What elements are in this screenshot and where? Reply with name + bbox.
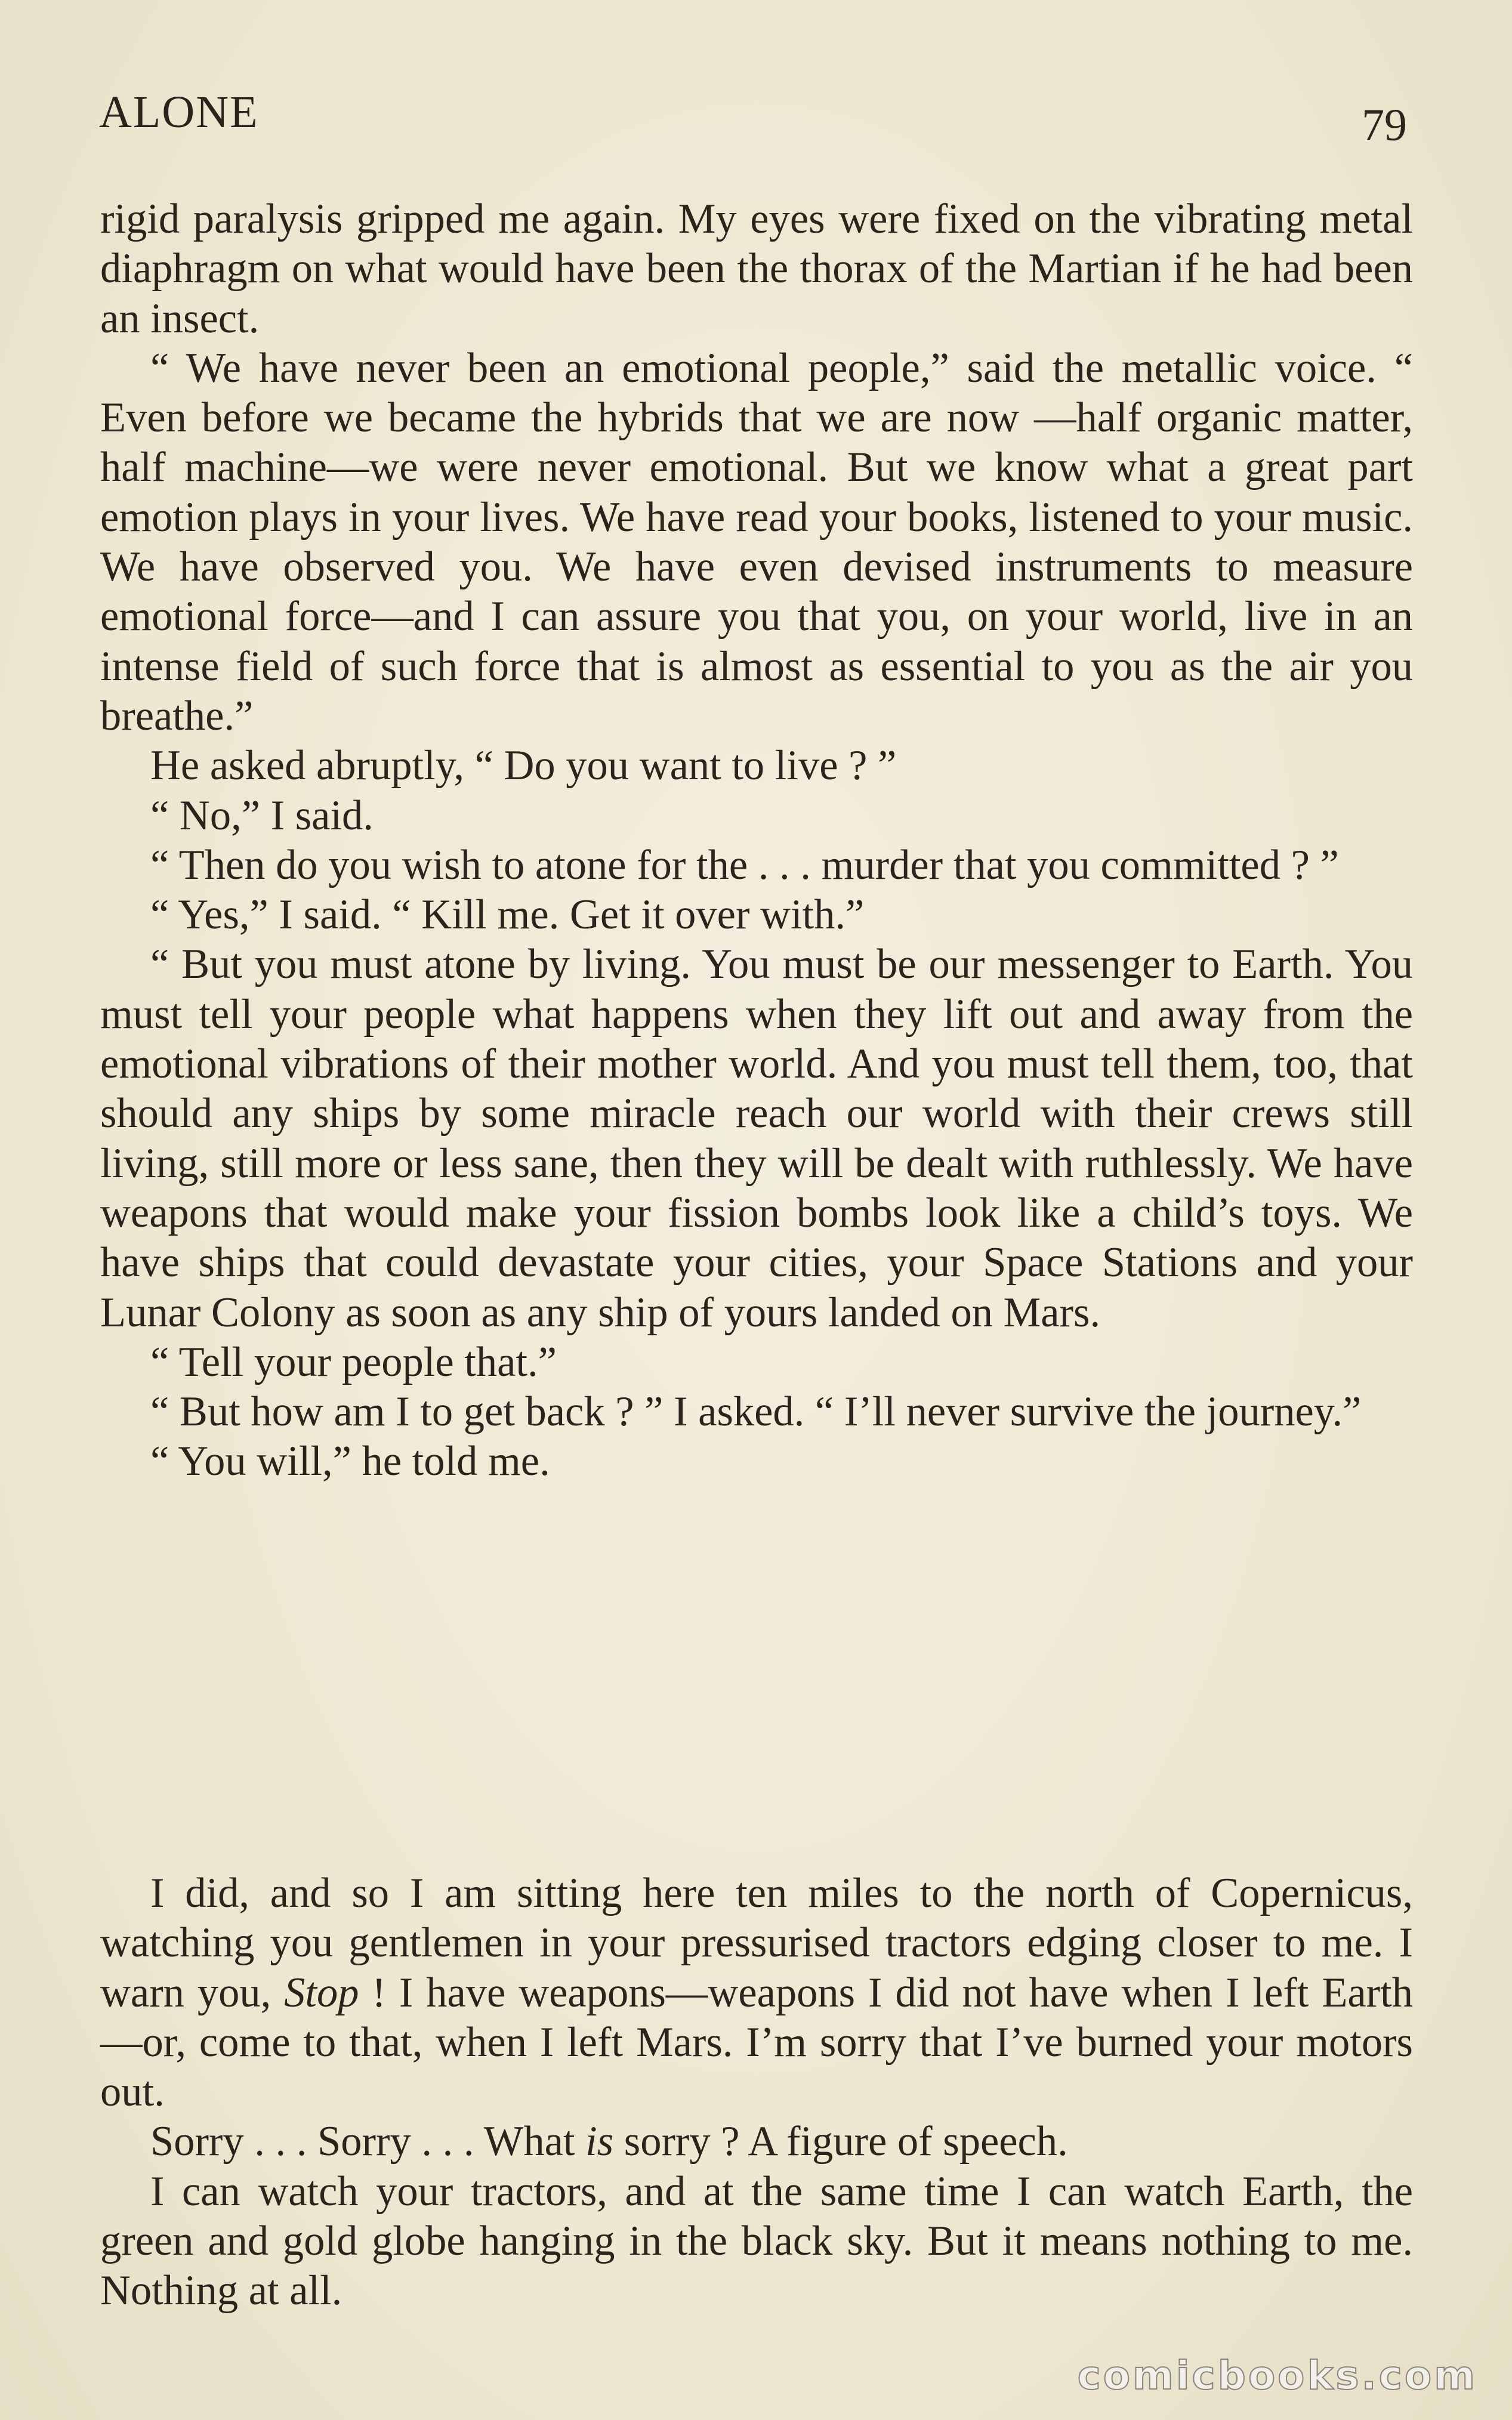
page-number: 79	[1362, 100, 1407, 150]
paragraph-text: sorry ? A figure of speech.	[613, 2118, 1068, 2165]
paragraph	[100, 1869, 1413, 2117]
paragraph: I can watch your tractors, and at the same time I can watch Earth, the green and gold globe hanging in the black sky. But it means nothing to me. Nothing at all.	[100, 2168, 1413, 2314]
paragraph: “ No,” I said.	[150, 792, 374, 839]
paragraph-text: ! I have weapons—weapons I did not have when I left Earth—or, come to that, when I left Mars. I’m sorry that I’ve burned your motors out.	[100, 1969, 1413, 2116]
paragraph-text: I did, and so I am sitting here ten miles to the north of Copernicus, watching you gentlemen in your pressurised tractors edging closer to me. I warn you,	[100, 1870, 1413, 2016]
watermark: comicbooks.com	[1077, 2353, 1477, 2399]
emphasis-text: Stop	[284, 1969, 359, 2016]
paragraph: “ You will,” he told me.	[150, 1438, 550, 1485]
text-section-1	[100, 195, 1413, 1487]
emphasis-text: is	[585, 2118, 614, 2165]
paragraph: “ We have never been an emotional people,” said the metallic voice. “ Even before we became the hybrids that we are now —half organic matter, half machine—we were never emotional. But we know what a great part emotion plays in your lives. We have read your books, listened to your music. We have observed you. We have even devised instruments to measure emotional force—and I can assure you that you, on your world, live in an intense field of such force that is almost as essential to you as the air you breathe.”	[100, 344, 1413, 739]
paragraph: “ Then do you wish to atone for the . . . murder that you committed ? ”	[150, 841, 1339, 888]
paragraph: “ Tell your people that.”	[150, 1338, 557, 1385]
text-section-2	[100, 1869, 1413, 2316]
paragraph-text: Sorry . . . Sorry . . . What	[150, 2118, 586, 2165]
paragraph: “ But you must atone by living. You must be our messenger to Earth. You must tell your people what happens when they lift out and away from the emotional vibrations of their mother world. And you must tell them, too, that should any ships by some miracle reach our world with their crews still living, still more or less sane, then they will be dealt with ruthlessly. We have weapons that would make your fission bombs look like a child’s toys. We have ships that could devastate your cities, your Space Stations and your Lunar Colony as soon as any ship of yours landed on Mars.	[100, 941, 1413, 1336]
paragraph: rigid paralysis gripped me again. My eyes were fixed on the vibrating metal diaphragm on what would have been the thorax of the Martian if he had been an insect.	[100, 196, 1413, 342]
paragraph	[100, 2117, 1413, 2166]
paragraph: “ But how am I to get back ? ” I asked. “ I’ll never survive the journey.”	[150, 1388, 1362, 1436]
running-head-title: ALONE	[99, 87, 259, 137]
paragraph: He asked abruptly, “ Do you want to live ? ”	[150, 742, 897, 789]
paragraph: “ Yes,” I said. “ Kill me. Get it over with.”	[150, 891, 865, 939]
